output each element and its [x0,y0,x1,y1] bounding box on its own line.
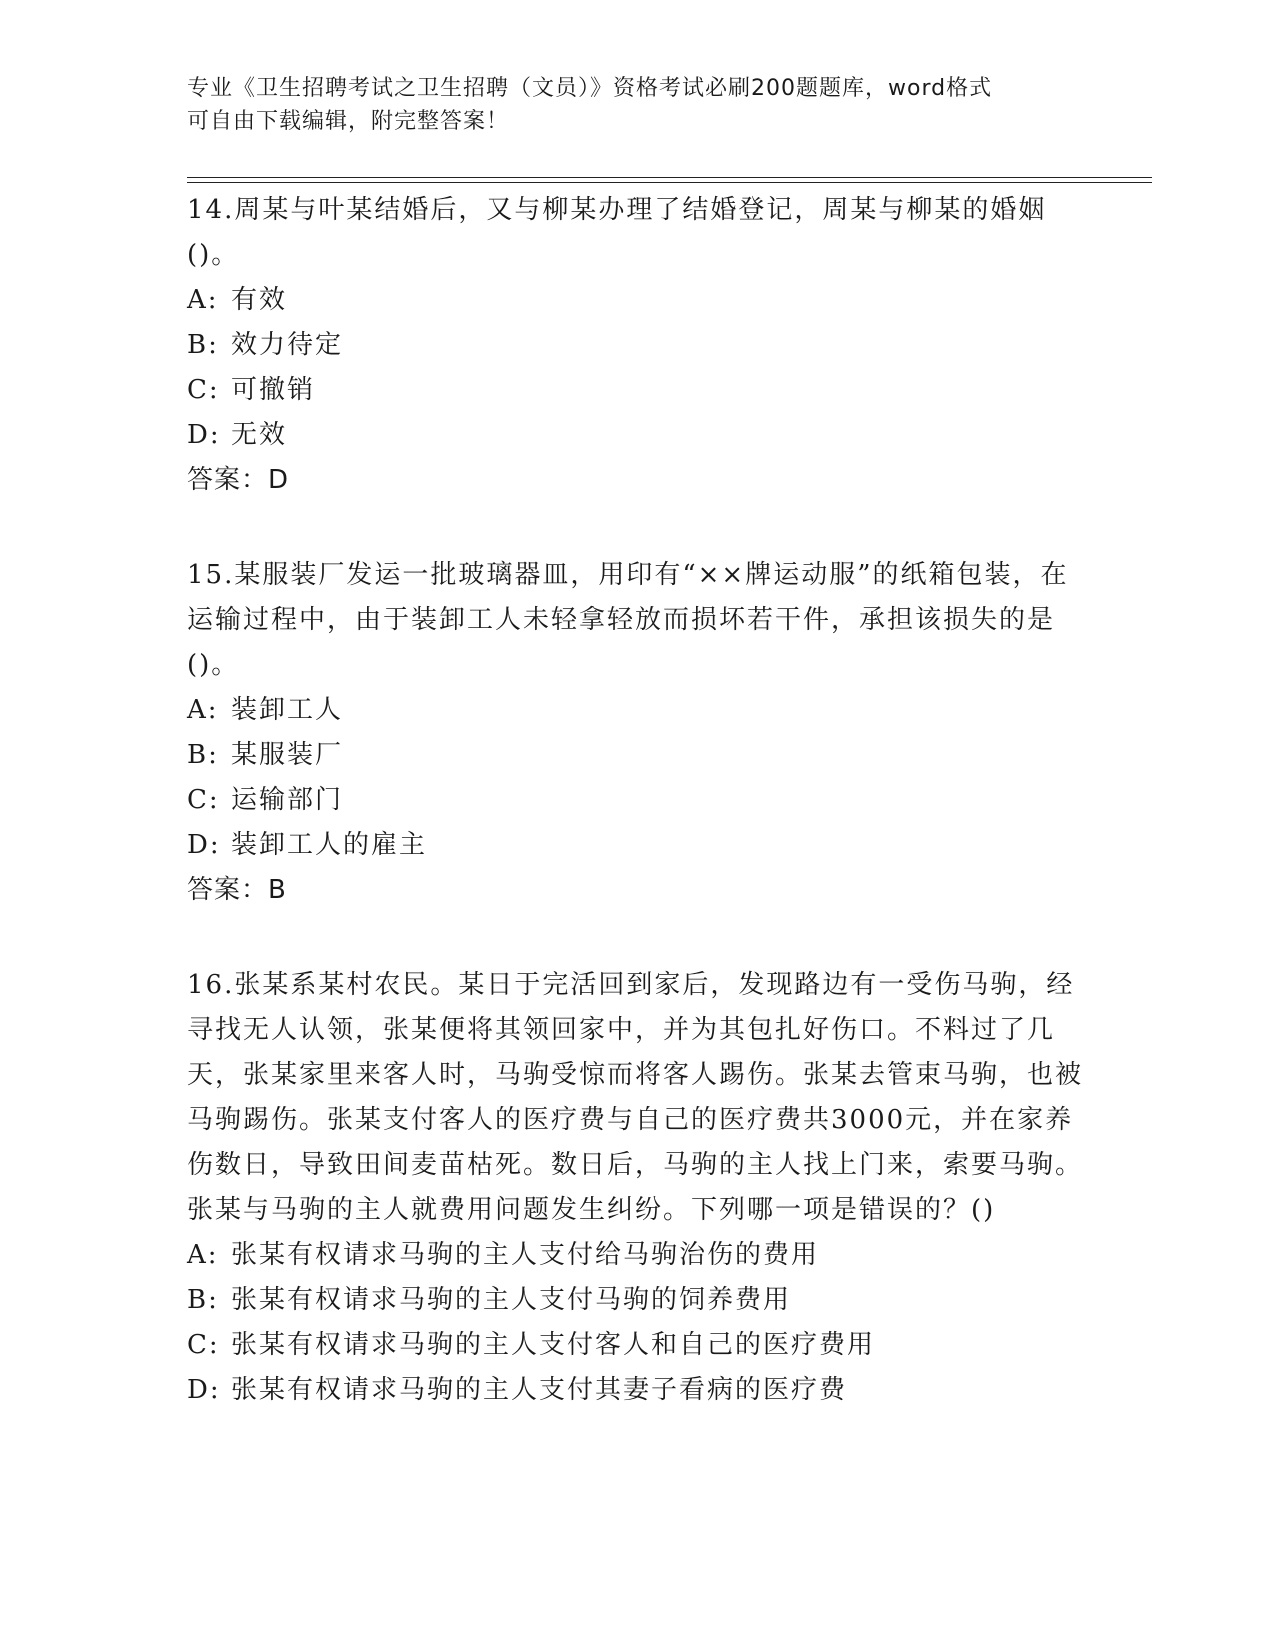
option-a [187,278,1087,323]
option-label: A: [187,285,219,315]
option-b [187,733,1087,778]
option-c [187,1323,1087,1368]
option-label: A: [187,1240,219,1270]
option-label: A: [187,695,219,725]
option-label: B: [187,1285,219,1315]
option-b [187,1278,1087,1323]
option-label: C: [187,785,220,815]
header-divider-top [187,177,1152,178]
option-d [187,823,1087,868]
option-text: 可撤销 [231,375,316,405]
option-text: 效力待定 [231,330,344,360]
option-a [187,1233,1087,1278]
option-label: D: [187,420,221,450]
header-line-2: 可自由下载编辑，附完整答案！ [187,109,510,134]
option-text: 张某有权请求马驹的主人支付马驹的饲养费用 [231,1285,792,1315]
question-stem: 14.周某与叶某结婚后，又与柳某办理了结婚登记，周某与柳某的婚姻()。 [187,195,1047,270]
question-14 [187,188,1087,503]
question-15 [187,553,1087,913]
option-text: 无效 [231,420,288,450]
option-label: B: [187,330,219,360]
option-label: D: [187,830,221,860]
question-16 [187,963,1087,1413]
answer-line: 答案：D [187,465,290,495]
option-label: C: [187,375,220,405]
option-text: 张某有权请求马驹的主人支付给马驹治伤的费用 [231,1240,820,1270]
option-text: 装卸工人的雇主 [231,830,428,860]
option-text: 有效 [231,285,288,315]
header-divider-bottom [187,182,1152,183]
option-c [187,368,1087,413]
option-label: B: [187,740,219,770]
option-text: 装卸工人 [231,695,344,725]
option-text: 某服装厂 [231,740,344,770]
question-list [187,188,1087,1463]
question-stem: 15.某服装厂发运一批玻璃器皿，用印有“××牌运动服”的纸箱包装，在运输过程中，由于装卸工人未轻拿轻放而损坏若干件，承担该损失的是()。 [187,560,1069,680]
option-text: 张某有权请求马驹的主人支付客人和自己的医疗费用 [231,1330,876,1360]
document-header [187,72,1067,138]
header-line-1: 专业《卫生招聘考试之卫生招聘（文员）》资格考试必刷200题题库，word格式 [187,76,993,101]
question-stem: 16.张某系某村农民。某日于完活回到家后，发现路边有一受伤马驹，经寻找无人认领，张某便将其领回家中，并为其包扎好伤口。不料过了几天，张某家里来客人时，马驹受惊而将客人踢伤。张某去管束马驹，也被马驹踢伤。张某支付客人的医疗费与自己的医疗费共3000元，并在家养伤数日，导致田间麦苗枯死。数日后，马驹的主人找上门来，索要马驹。张某与马驹的主人就费用问题发生纠纷。下列哪一项是错误的？() [187,970,1084,1225]
option-d [187,1368,1087,1413]
option-a [187,688,1087,733]
option-text: 张某有权请求马驹的主人支付其妻子看病的医疗费 [231,1375,848,1405]
option-b [187,323,1087,368]
option-text: 运输部门 [231,785,344,815]
option-label: D: [187,1375,221,1405]
option-label: C: [187,1330,220,1360]
answer-line: 答案：B [187,875,287,905]
option-c [187,778,1087,823]
option-d [187,413,1087,458]
